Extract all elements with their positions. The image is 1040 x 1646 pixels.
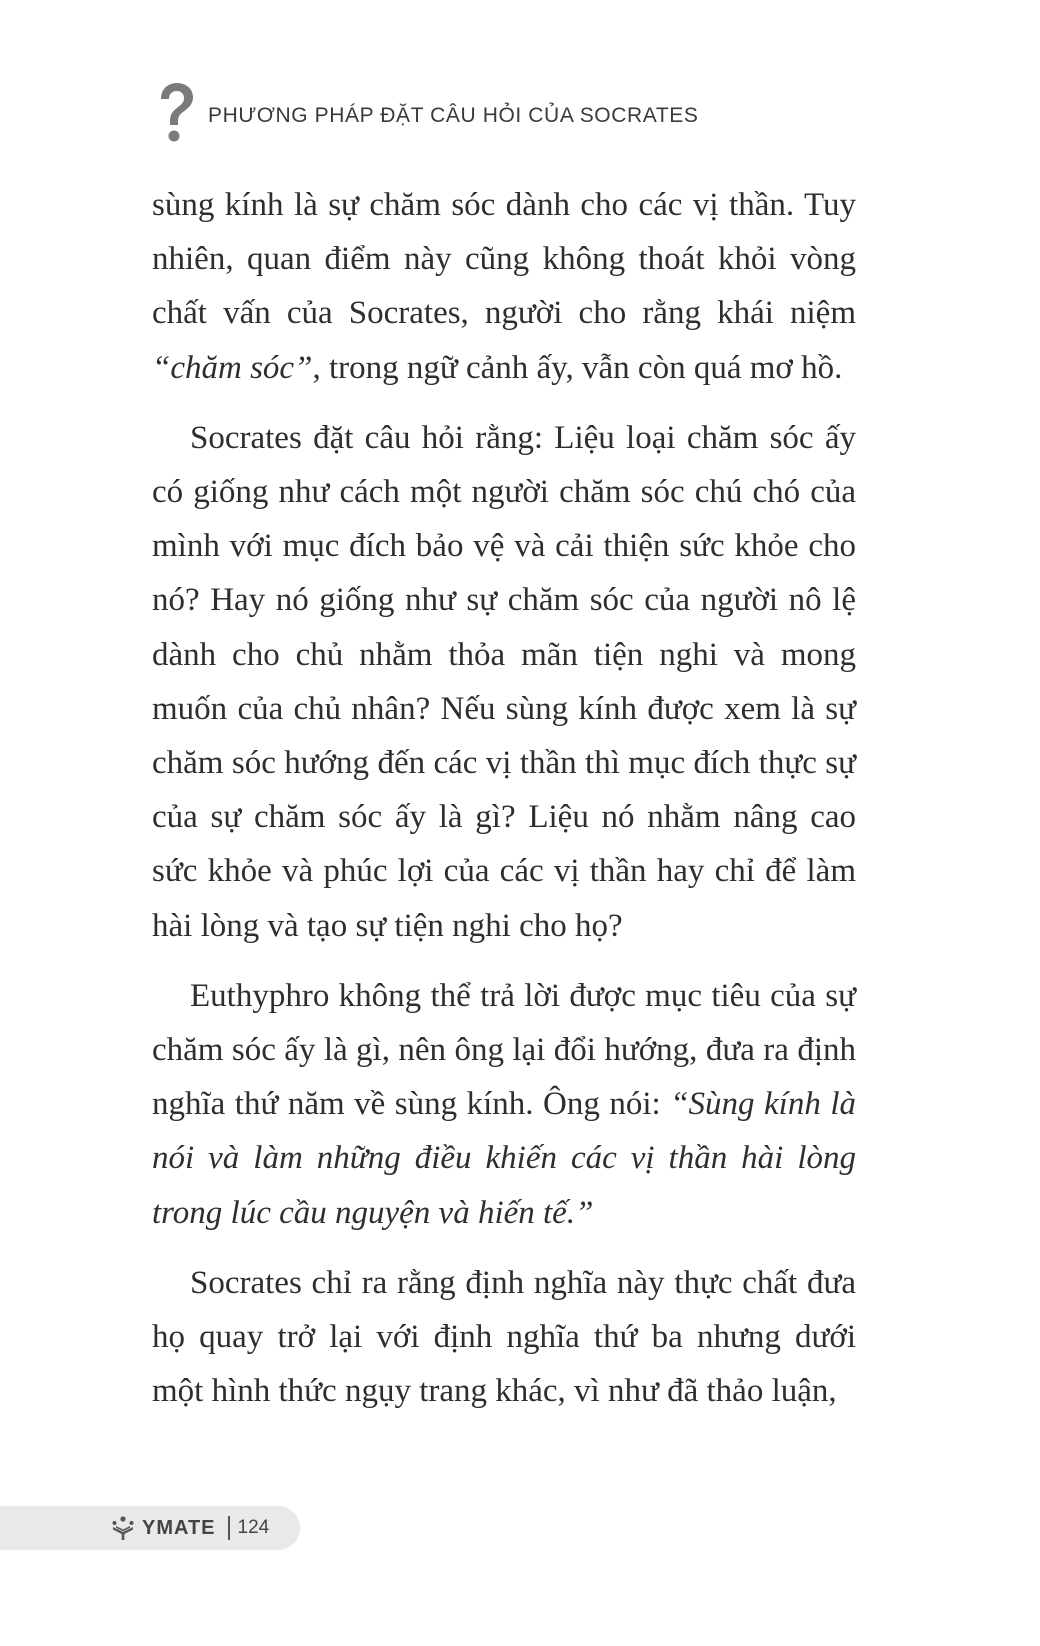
- paragraph: [152, 969, 856, 1240]
- body-text: [152, 178, 856, 1418]
- running-header: [152, 78, 698, 148]
- paragraph-text: sùng kính là sự chăm sóc dành cho các vị thần. Tuy nhiên, quan điểm này cũng không thoát khỏi vòng chất vấn của Socrates, người cho rằng khái niệm: [152, 187, 856, 332]
- emphasis-text: “chăm sóc”: [152, 349, 313, 386]
- header-title: PHƯƠNG PHÁP ĐẶT CÂU HỎI CỦA SOCRATES: [208, 104, 699, 127]
- paragraph-text: Euthyphro không thể trả lời được mục tiêu của sự chăm sóc ấy là gì, nên ông lại đổi hướng, đưa ra định nghĩa thứ năm về sùng kính. Ông nói:: [152, 977, 856, 1123]
- footer-divider: [228, 1516, 230, 1540]
- question-mark-icon: [152, 81, 200, 145]
- ymate-logo-icon: [110, 1515, 136, 1541]
- page-number: 124: [237, 1517, 270, 1538]
- brand-name: YMATE: [142, 1516, 216, 1539]
- page-footer: [0, 1506, 300, 1550]
- paragraph: Socrates đặt câu hỏi rằng: Liệu loại chăm sóc ấy có giống như cách một người chăm sóc chú chó của mình với mục đích bảo vệ và cải thiện sức khỏe cho nó? Hay nó giống như sự chăm sóc của người nô lệ dành cho chủ nhằm thỏa mãn tiện nghi và mong muốn của chủ nhân? Nếu sùng kính được xem là sự chăm sóc hướng đến các vị thần thì mục đích thực sự của sự chăm sóc ấy là gì? Liệu nó nhằm nâng cao sức khỏe và phúc lợi của các vị thần hay chỉ để làm hài lòng và tạo sự tiện nghi cho họ?: [152, 419, 856, 944]
- paragraph: Socrates chỉ ra rằng định nghĩa này thực chất đưa họ quay trở lại với định nghĩa thứ ba nhưng dưới một hình thức ngụy trang khác, vì như đã thảo luận,: [152, 1264, 856, 1410]
- quote-text: “Sùng kính là nói và làm những điều khiến các vị thần hài lòng trong lúc cầu nguyện và hiến tế.”: [152, 1086, 857, 1231]
- paragraph: [152, 178, 856, 395]
- paragraph-text: , trong ngữ cảnh ấy, vẫn còn quá mơ hồ.: [312, 349, 843, 386]
